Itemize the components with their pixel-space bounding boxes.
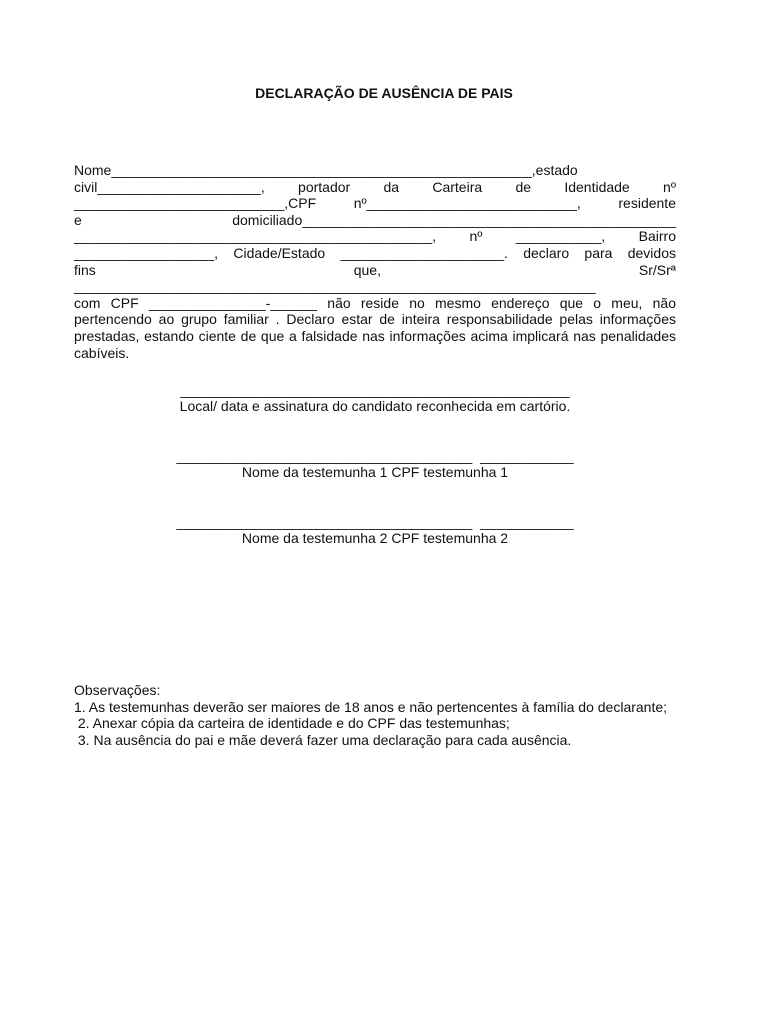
signature-line: __________________________________________________ xyxy=(180,382,570,398)
form-word: civil_____________________, xyxy=(74,178,265,195)
form-word: Sr/Srª xyxy=(638,261,676,278)
document-title: DECLARAÇÃO DE AUSÊNCIA DE PAIS xyxy=(255,85,513,101)
form-word: portador xyxy=(298,178,351,195)
form-word: de xyxy=(515,178,532,195)
form-word: que, xyxy=(353,261,381,278)
form-line xyxy=(74,162,676,179)
form-word: _____________________. xyxy=(340,244,508,261)
witness-2-line: ______________________________________ ____________ xyxy=(176,514,574,530)
witness-1-label: Nome da testemunha 1 CPF testemunha 1 xyxy=(241,464,509,480)
form-word: Carteira xyxy=(432,178,483,195)
form-line xyxy=(74,245,676,262)
declaration-paragraph: com CPF _______________-______ não reside no mesmo endereço que o meu, não pertencendo ao grupo familiar . Declaro estar de inteira responsabilidade pelas informações prestadas, estando ciente de que a falsidade nas informações acima implicará nas penalidades cabíveis. xyxy=(74,294,676,361)
form-word: ___________________________,CPF xyxy=(74,195,317,212)
observation-item: 1. As testemunhas deverão ser maiores de 18 anos e não pertencentes à família do declarante; xyxy=(74,698,668,715)
form-word: nº xyxy=(469,228,483,245)
witness-2-label: Nome da testemunha 2 CPF testemunha 2 xyxy=(241,530,509,546)
form-word: devidos xyxy=(627,244,676,261)
signature-label: Local/ data e assinatura do candidato reconhecida em cartório. xyxy=(179,398,571,414)
form-word: nº___________________________, xyxy=(353,195,581,212)
form-word: declaro xyxy=(523,244,570,261)
form-word: __________________, xyxy=(74,244,219,261)
form-line xyxy=(74,262,676,279)
form-word: para xyxy=(584,244,613,261)
form-word: da xyxy=(383,178,400,195)
form-word: domiciliado________________________________________________ xyxy=(232,211,676,228)
form-lines xyxy=(74,162,676,295)
form-word: Cidade/Estado xyxy=(233,244,326,261)
form-line xyxy=(74,179,676,196)
form-word: Identidade xyxy=(564,178,630,195)
form-line xyxy=(74,278,676,295)
form-line xyxy=(74,212,676,229)
form-word: fins xyxy=(74,261,96,278)
declaration-body xyxy=(74,162,676,361)
form-word: residente xyxy=(618,195,676,212)
form-word: Bairro xyxy=(638,228,676,245)
form-word: e xyxy=(74,211,82,228)
witness-1-line: ______________________________________ ____________ xyxy=(176,448,574,464)
form-word: ______________________________________________, xyxy=(74,228,437,245)
form-line xyxy=(74,195,676,212)
form-word: Nome______________________________________________________,estado xyxy=(74,162,578,178)
observation-item: 2. Anexar cópia da carteira de identidade e do CPF das testemunhas; xyxy=(74,715,510,732)
observations-section xyxy=(74,682,676,748)
form-word: nº xyxy=(663,178,676,195)
form-word: ___________, xyxy=(515,228,606,245)
observations-heading: Observações: xyxy=(74,682,161,698)
form-line xyxy=(74,228,676,245)
observation-item: 3. Na ausência do pai e mãe deverá fazer uma declaração para cada ausência. xyxy=(74,731,572,748)
form-word: ___________________________________________________________________ xyxy=(74,278,596,295)
